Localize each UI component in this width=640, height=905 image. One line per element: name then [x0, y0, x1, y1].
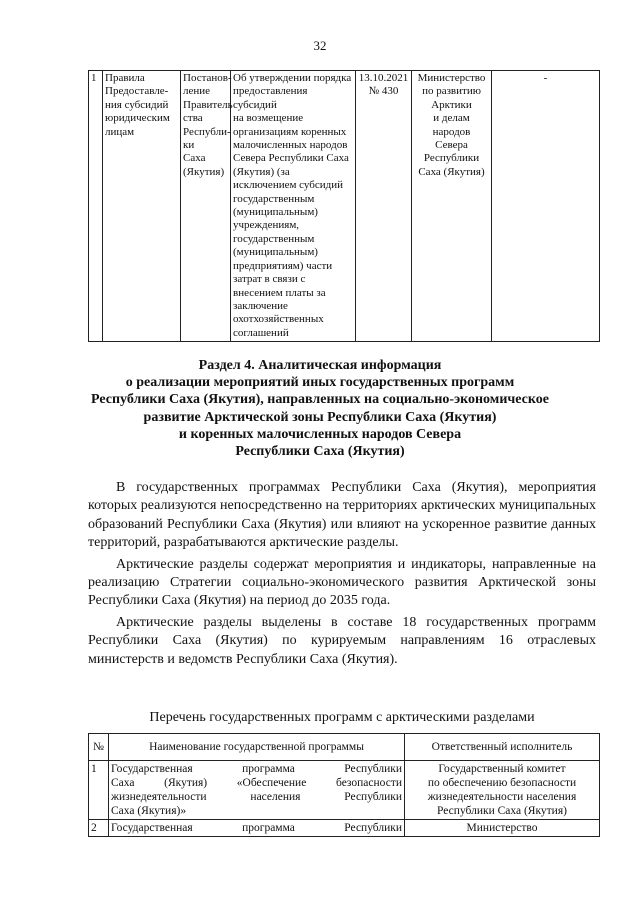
text-line: Севера Республики Саха	[233, 152, 349, 165]
section-title	[60, 357, 580, 460]
program-name	[109, 820, 405, 837]
text-line: Предоставле-	[105, 85, 169, 98]
header-program-name: Наименование государственной программы	[109, 734, 405, 761]
text-line: Правила	[105, 72, 145, 84]
text-line: Государственная программа Республики	[111, 822, 402, 834]
text-line: (Якутия)	[183, 165, 225, 178]
text-line: Республики Саха (Якутия)	[235, 444, 405, 460]
text-line: Севера	[435, 139, 468, 152]
text-line: № 430	[368, 85, 399, 98]
page-number: 32	[313, 38, 327, 53]
table-row	[89, 71, 600, 342]
text-line: (муниципальным)	[233, 246, 318, 259]
text-line: государственным	[233, 192, 315, 205]
text-line: Саха	[183, 152, 206, 165]
act-date-cell	[356, 71, 412, 342]
header-num: №	[89, 734, 109, 761]
table-header-row	[89, 734, 600, 761]
text-line: ния субсидий	[105, 98, 169, 111]
text-line: Саха (Якутия)	[418, 165, 485, 178]
act-name-cell	[103, 71, 181, 342]
program-number: 1	[89, 761, 109, 820]
text-line: исключением субсидий	[233, 179, 344, 192]
section-body	[88, 479, 596, 672]
text-line: Государственный комитет	[438, 763, 566, 775]
text-line: и коренных малочисленных народов Севера	[178, 426, 462, 442]
text-line: заключение	[233, 299, 288, 312]
text-line: предоставления субсидий	[233, 85, 308, 111]
text-line: Республики	[423, 152, 480, 165]
program-number: 2	[89, 820, 109, 837]
text-line: Правитель	[183, 98, 233, 111]
paragraph: Арктические разделы выделены в составе 18 государственных программ Республики Саха (Якутия) по курируемым направлениям 16 отраслевых министерств и ведомств Республики Саха (Якутия).	[88, 614, 596, 667]
text-line: по обеспечению безопасности	[427, 777, 577, 789]
text-line: Министерство	[417, 72, 486, 84]
programs-list-caption: Перечень государственных программ с арктическими разделами	[149, 710, 535, 725]
text-line: по развитию	[422, 85, 481, 98]
text-line: затрат в связи с	[233, 273, 306, 286]
text-line: государственным	[233, 232, 315, 245]
act-type-cell	[181, 71, 231, 342]
text-line: Арктики	[431, 98, 472, 111]
header-executor: Ответственный исполнитель	[405, 734, 600, 761]
text-line: жизнедеятельности населения Республики	[111, 791, 402, 803]
program-executor	[405, 820, 600, 837]
act-title-cell	[231, 71, 356, 342]
text-line: Об утверждении порядка	[233, 72, 352, 84]
text-line: юридическим	[105, 112, 170, 125]
responsible-org-cell	[412, 71, 492, 342]
text-line: малочисленных народов	[233, 139, 348, 152]
text-line: 13.10.2021	[358, 72, 409, 84]
program-name	[109, 761, 405, 820]
legal-acts-table	[88, 70, 600, 342]
text-line: о реализации мероприятий иных государственных программ	[125, 375, 515, 391]
text-line: Постанов-	[183, 72, 232, 84]
text-line: ки	[183, 139, 195, 152]
paragraph: В государственных программах Республики Саха (Якутия), мероприятия которых реализуются непосредственно на территориях арктических муниципальных образований Республики Саха (Якутия) или влияют на ускоренное развитие данных территорий, разрабатываются арктические разделы.	[88, 480, 596, 551]
text-line: ление	[183, 85, 211, 98]
text-line: организациям коренных	[233, 125, 347, 138]
program-executor	[405, 761, 600, 820]
text-line: Республики Саха (Якутия), направленных на социально-экономическое	[91, 392, 549, 408]
text-line: (муниципальным)	[233, 206, 318, 219]
text-line: внесением платы за	[233, 286, 326, 299]
text-line: и делам народов	[432, 112, 471, 138]
text-line: лицам	[105, 125, 135, 138]
text-line: жизнедеятельности населения	[427, 791, 577, 803]
table-row	[89, 820, 600, 837]
text-line: Саха (Якутия) «Обеспечение безопасности	[111, 777, 402, 789]
text-line: предприятиям) части	[233, 259, 333, 272]
text-line: Раздел 4. Аналитическая информация	[198, 358, 442, 373]
text-line: (Якутия) (за	[233, 165, 290, 178]
table-row	[89, 761, 600, 820]
text-line: охотхозяйственных	[233, 313, 324, 326]
text-line: на возмещение	[233, 112, 304, 125]
paragraph: Арктические разделы содержат мероприятия и индикаторы, направленные на реализацию Стратегии социально-экономического развития Арктической зоны Республики Саха (Якутия) на период до 2035 года.	[88, 556, 596, 609]
text-line: Министерство	[466, 822, 538, 834]
text-line: развитие Арктической зоны Республики Саха (Якутия)	[143, 409, 497, 425]
text-line: ства	[183, 112, 203, 125]
row-number: 1	[89, 71, 103, 342]
note-cell: -	[492, 71, 600, 342]
text-line: Саха (Якутия)»	[111, 805, 187, 817]
programs-table	[88, 733, 600, 837]
text-line: Республи-	[183, 125, 231, 138]
text-line: Республики Саха (Якутия)	[437, 805, 567, 817]
text-line: учреждениям,	[233, 219, 300, 232]
text-line: соглашений	[233, 326, 289, 339]
text-line: Государственная программа Республики	[111, 763, 402, 775]
